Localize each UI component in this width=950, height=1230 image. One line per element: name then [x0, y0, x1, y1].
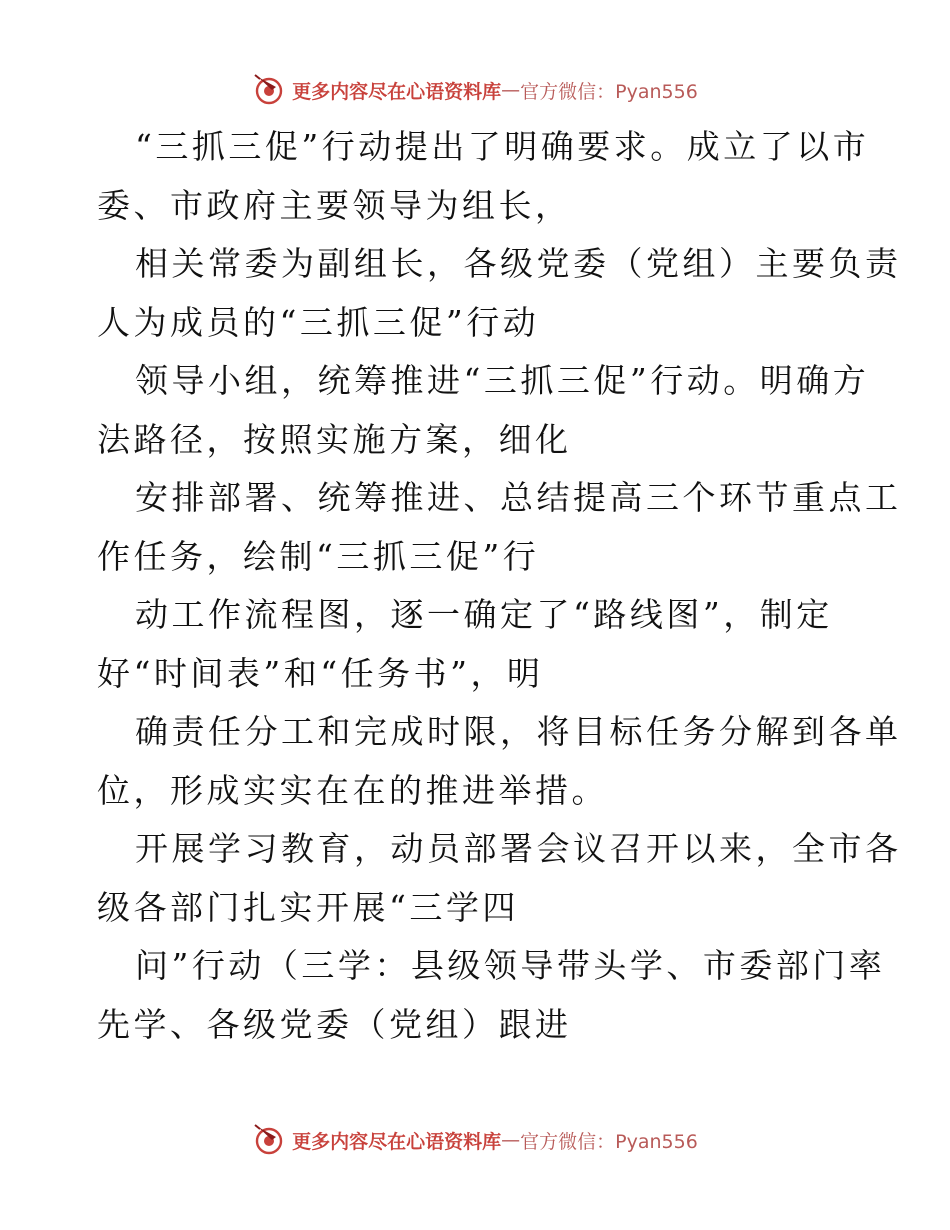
header-banner [0, 72, 950, 108]
text-line: 先学、各级党委（党组）跟进 [97, 1004, 572, 1044]
text-line: 确责任分工和完成时限，将目标任务分解到各单 [135, 712, 902, 751]
text-line: 开展学习教育，动员部署会议召开以来，全市各 [135, 829, 902, 868]
header-label: 更多内容尽在心语资料库 [292, 80, 502, 103]
text-line: 动工作流程图，逐一确定了“路线图”，制定 [135, 595, 833, 634]
header-contact: 官方微信：Pyan556 [520, 80, 698, 103]
footer-label: 更多内容尽在心语资料库 [292, 1130, 502, 1153]
text-line: 级各部门扎实开展“三学四 [97, 887, 519, 927]
quill-pen-logo-icon [252, 73, 286, 107]
footer-dash: — [501, 1129, 521, 1151]
footer-contact: 官方微信：Pyan556 [520, 1130, 698, 1153]
text-line: 位，形成实实在在的推进举措。 [97, 770, 608, 810]
text-line: 相关常委为副组长，各级党委（党组）主要负责 [135, 244, 902, 283]
text-line: “三抓三促”行动提出了明确要求。成立了以市 [135, 127, 870, 166]
text-line: 安排部署、统筹推进、总结提高三个环节重点工 [135, 478, 902, 517]
text-line: 领导小组，统筹推进“三抓三促”行动。明确方 [135, 361, 870, 400]
text-line: 人为成员的“三抓三促”行动 [97, 302, 540, 342]
text-line: 作任务，绘制“三抓三促”行 [97, 536, 540, 576]
footer-banner [0, 1122, 950, 1158]
text-line: 好“时间表”和“任务书”，明 [97, 653, 544, 693]
text-line: 问”行动（三学：县级领导带头学、市委部门率 [135, 946, 886, 985]
quill-pen-logo-icon [252, 1123, 286, 1157]
header-dash: — [501, 79, 521, 101]
text-line: 委、市政府主要领导为组长， [97, 185, 572, 225]
text-line: 法路径，按照实施方案，细化 [97, 419, 572, 459]
body-text [97, 118, 902, 1054]
